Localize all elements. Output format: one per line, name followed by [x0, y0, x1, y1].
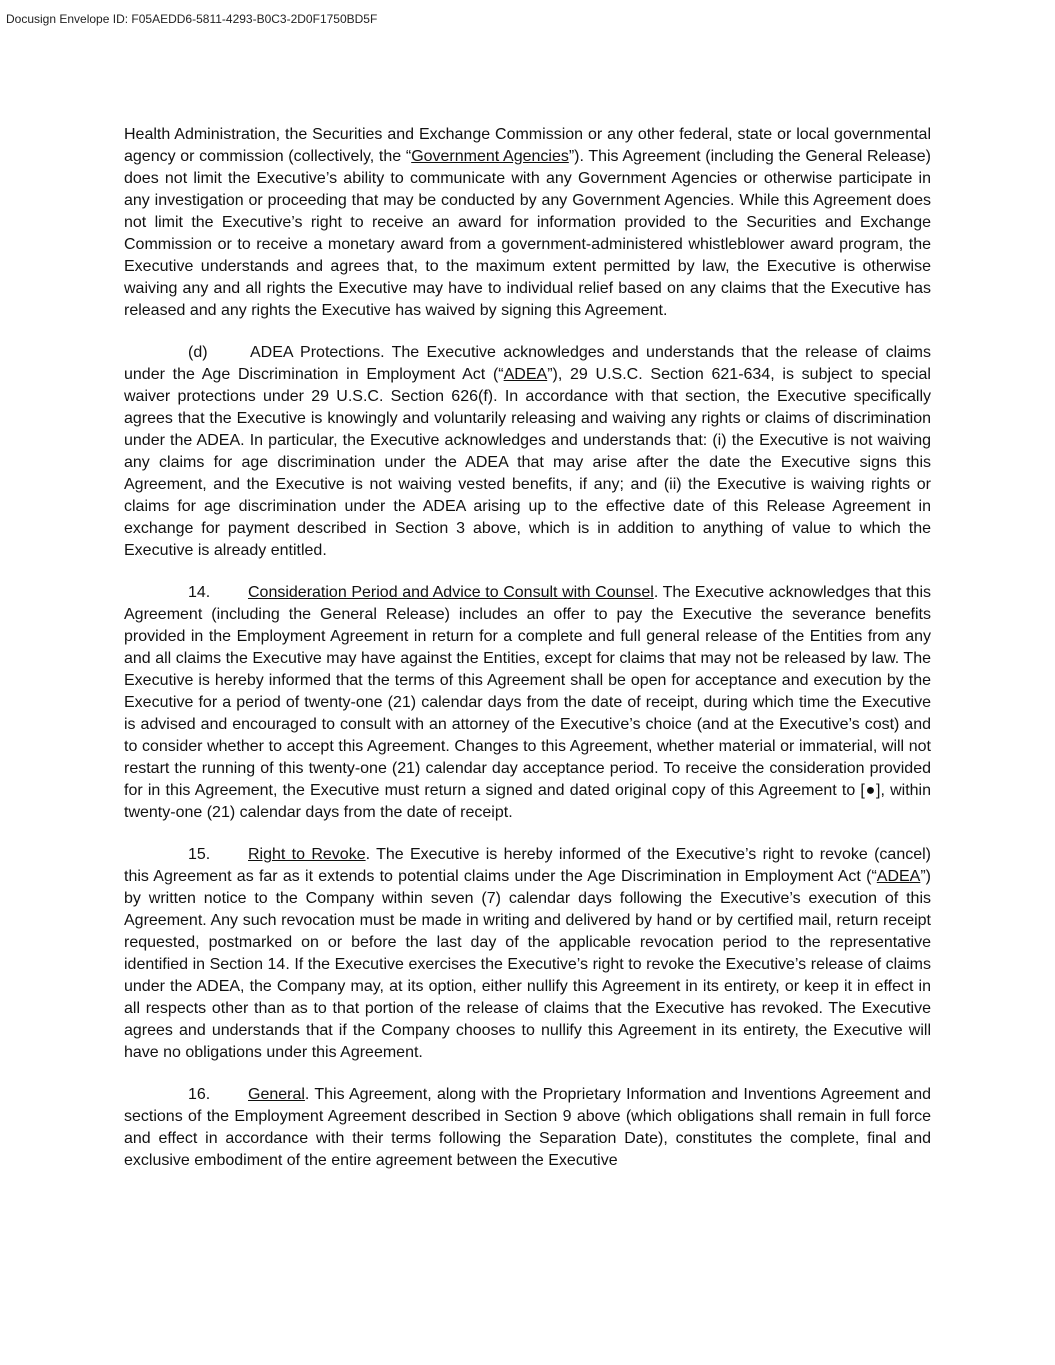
paragraph-text: The Executive acknowledges and understands that the release of claims under the Age Discrimination in Employment Act (“: [124, 344, 931, 383]
defined-term-adea: ADEA: [503, 366, 548, 383]
section-heading: Right to Revoke: [248, 846, 366, 863]
paragraph-government-agencies: [124, 124, 931, 322]
section-16: [124, 1084, 931, 1172]
section-text: . The Executive is hereby informed of the Executive’s right to revoke (cancel) this Agreement as far as it extends to potential claims under the Age Discrimination in Employment Act (“: [124, 846, 931, 885]
section-number: 14.: [188, 584, 211, 601]
paragraph-text: Health Administration, the Securities and Exchange Commission or any other federal, state or local governmental agency or commission (collectively, the “: [124, 126, 931, 165]
section-heading: General: [248, 1086, 305, 1103]
section-number: 15.: [188, 846, 211, 863]
section-15: [124, 844, 931, 1064]
section-heading: Consideration Period and Advice to Consult with Counsel: [248, 584, 654, 601]
section-number: 16.: [188, 1086, 211, 1103]
section-14: [124, 582, 931, 824]
section-text: . This Agreement, along with the Proprietary Information and Inventions Agreement and sections of the Employment Agreement described in Section 9 above (which obligations shall remain in full force and effect in accordance with their terms following the Separation Date), constitutes the complete, final and exclusive embodiment of the entire agreement between the Executive: [124, 1086, 931, 1169]
paragraph-heading: ADEA Protections.: [250, 344, 385, 361]
defined-term-government-agencies: Government Agencies: [411, 148, 569, 165]
document-page: [124, 124, 931, 1192]
paragraph-text: ”), 29 U.S.C. Section 621-634, is subject to special waiver protections under 29 U.S.C. Section 626(f). In accordance with that section, the Executive specifically agrees that the Executive is knowingly and voluntarily releasing and waiving any rights or claims of discrimination under the ADEA. In particular, the Executive acknowledges and understands that: (i) the Executive is not waiving any claims for age discrimination under the ADEA that may arise after the date the Executive signs this Agreement, and the Executive is not waiving vested benefits, if any; and (ii) the Executive is waiving rights or claims for age discrimination under the ADEA arising up to the effective date of this Release Agreement in exchange for payment described in Section 3 above, which is in addition to anything of value to which the Executive is already entitled.: [124, 366, 931, 559]
envelope-id: Docusign Envelope ID: F05AEDD6-5811-4293-B0C3-2D0F1750BD5F: [6, 12, 378, 26]
paragraph-number: (d): [188, 344, 208, 361]
defined-term-adea: ADEA: [876, 868, 921, 885]
section-text: ”) by written notice to the Company within seven (7) calendar days following the Executive’s execution of this Agreement. Any such revocation must be made in writing and delivered by hand or by certified mail, return receipt requested, postmarked on or before the last day of the applicable revocation period to the representative identified in Section 14. If the Executive exercises the Executive’s right to revoke the Executive’s release of claims under the ADEA, the Company may, at its option, either nullify this Agreement in its entirety, or keep it in effect in all respects other than as to that portion of the release of claims that the Executive has revoked. The Executive agrees and understands that if the Company chooses to nullify this Agreement in its entirety, the Executive will have no obligations under this Agreement.: [124, 868, 931, 1061]
paragraph-adea-protections: [124, 342, 931, 562]
paragraph-text: ”). This Agreement (including the General Release) does not limit the Executive’s ability to communicate with any Government Agencies or otherwise participate in any investigation or proceeding that may be conducted by any Government Agencies. While this Agreement does not limit the Executive’s right to receive an award for information provided to the Securities and Exchange Commission or to receive a monetary award from a government-administered whistleblower award program, the Executive understands and agrees that, to the maximum extent permitted by law, the Executive is otherwise waiving any and all rights the Executive may have to individual relief based on any claims that the Executive has released and any rights the Executive has waived by signing this Agreement.: [124, 148, 931, 319]
section-text: . The Executive acknowledges that this Agreement (including the General Release) includes an offer to pay the Executive the severance benefits provided in the Employment Agreement in return for a complete and full general release of the Entities from any and all claims the Executive may have against the Entities, except for claims that may not be released by law. The Executive is hereby informed that the terms of this Agreement shall be open for acceptance and execution by the Executive for a period of twenty-one (21) calendar days from the date of receipt, during which time the Executive is advised and encouraged to consult with an attorney of the Executive’s choice (and at the Executive’s cost) and to consider whether to accept this Agreement. Changes to this Agreement, whether material or immaterial, will not restart the running of this twenty-one (21) calendar day acceptance period. To receive the consideration provided for in this Agreement, the Executive must return a signed and dated original copy of this Agreement to [●], within twenty-one (21) calendar days from the date of receipt.: [124, 584, 931, 821]
